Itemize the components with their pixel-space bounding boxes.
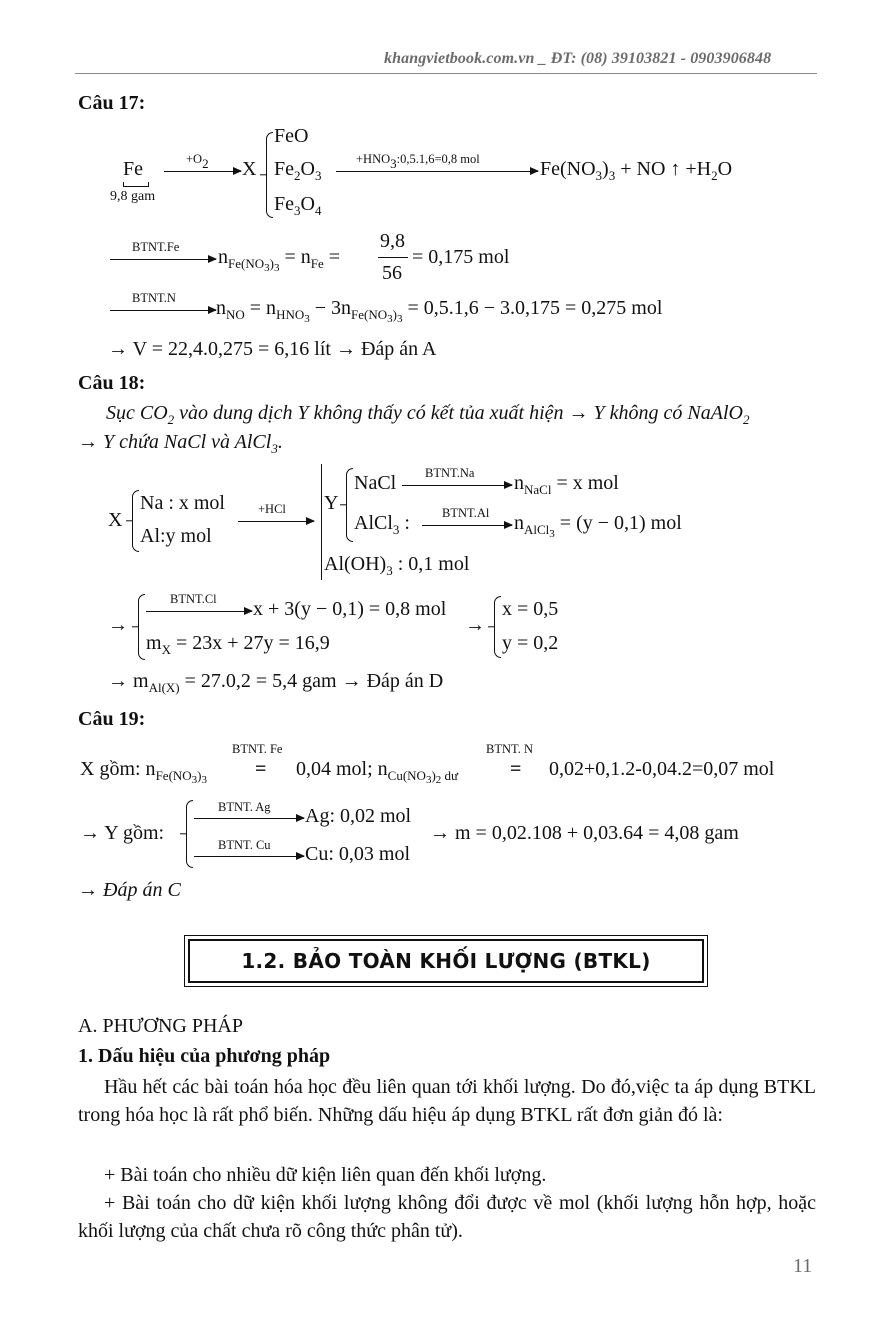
q19-answer: → Đáp án C (78, 879, 181, 901)
q19-brace (186, 800, 193, 868)
q17-arrow2 (336, 171, 538, 172)
q18-sol-arrow-icon: → (465, 614, 485, 636)
q19-cu-label: BTNT. Cu (218, 838, 271, 852)
q18-alcl3: AlCl$_3$ : (354, 512, 410, 537)
q19-eq1: = (255, 758, 267, 780)
q18-divider (321, 464, 322, 580)
q18-x-brace (132, 490, 139, 552)
q18-x: X (108, 509, 123, 531)
q19-mass: → m = 0,02.108 + 0,03.64 = 4,08 gam (430, 822, 739, 844)
q18-alcl3-label: BTNT.Al (442, 506, 490, 520)
q18-arrow-label: +HCl (258, 502, 286, 516)
q18-sol-brace (494, 596, 501, 658)
q19-val1: 0,04 mol; $n_{Cu(NO_3)_2 dư}$ (296, 758, 459, 786)
q18-sys-label: BTNT.Cl (170, 592, 217, 606)
q17-line2-eq: $n_{NO} = n_{HNO_3} - 3n_{Fe(NO_3)_3} = 0,5.1,6 - 3.0,175 = 0,275$ mol (216, 297, 663, 325)
q19-title: Câu 19: (78, 708, 146, 730)
q17-line1-lhs: $n_{Fe(NO_3)_3} = n_{Fe}$ = (218, 246, 341, 274)
method-subheading: 1. Dấu hiệu của phương pháp (78, 1045, 331, 1067)
method-heading: A. PHƯƠNG PHÁP (78, 1015, 243, 1037)
q17-fe-mass: 9,8 gam (110, 189, 156, 204)
q18-arrow (238, 521, 314, 522)
q17-line2-arrow (110, 310, 216, 311)
q17-line2-label: BTNT.N (132, 291, 176, 305)
q18-sys-arrow-icon: → (108, 614, 128, 636)
q18-final: → $m_{Al(X)} = 27.0,2 = 5,4$ gam → Đáp án D (108, 670, 444, 695)
q19-cu: Cu: 0,03 mol (305, 843, 411, 865)
q19-eq2: = (510, 758, 522, 780)
q18-sys-eq1: x + 3(y − 0,1) = 0,8 mol (253, 598, 447, 620)
q17-title: Câu 17: (78, 92, 146, 114)
q19-label-fe: BTNT. Fe (232, 742, 283, 756)
q17-line1-frac-num: 9,8 (380, 230, 405, 252)
q17-arrow2-label: $+HNO_3:0,5.1,6=0,8$ mol (356, 152, 480, 171)
q18-alcl3-result: $n_{AlCl_3} = (y - 0,1)$ mol (514, 512, 682, 540)
q17-line1-label: BTNT.Fe (132, 240, 180, 254)
q17-line1-arrow (110, 259, 216, 260)
q17-line1-frac-den: 56 (382, 262, 402, 284)
q17-fe: Fe (123, 158, 143, 180)
q17-x: X (242, 158, 257, 180)
q18-sys-eq2: $m_X = 23x + 27y = 16,9$ (146, 632, 330, 657)
q17-brace (266, 132, 273, 218)
q17-underbrace (123, 182, 149, 187)
q18-alcl3-arrow (422, 525, 512, 526)
q19-y-gom: → Y gồm: (80, 822, 165, 844)
section-title-box (184, 935, 708, 987)
q18-sys-arrow (146, 611, 252, 612)
q17-frac-bar (378, 257, 408, 258)
q18-intro1: Sục $CO_2$ vào dung dịch Y không thấy có kết tủa xuất hiện → Y không có NaAlO$_2$ (106, 402, 750, 427)
q19-x-gom: X gồm: $n_{Fe(NO_3)_3}$ (80, 758, 208, 786)
q19-cu-arrow (194, 856, 304, 857)
q17-line1-result: = 0,175 mol (412, 246, 510, 268)
q18-nacl-label: BTNT.Na (425, 466, 475, 480)
q19-val2: 0,02+0,1.2-0,04.2=0,07 mol (549, 758, 775, 780)
q18-title: Câu 18: (78, 372, 146, 394)
q18-y-brace (346, 468, 353, 542)
q18-x-al: Al:y mol (140, 525, 212, 547)
q17-arrow1 (164, 171, 241, 172)
q17-oxide-feo: FeO (274, 125, 309, 147)
method-bullet-1: + Bài toán cho nhiều dữ kiện liên quan đến khối lượng. (104, 1164, 547, 1186)
q19-ag-label: BTNT. Ag (218, 800, 271, 814)
q18-sys-brace (138, 594, 145, 660)
q19-ag: Ag: 0,02 mol (305, 805, 412, 827)
q18-sol-x: x = 0,5 (502, 598, 559, 620)
q18-nacl-result: $n_{NaCl} = x$ mol (514, 472, 619, 497)
q18-aloh3: $Al(OH)_3$ : 0,1 mol (324, 553, 470, 578)
q17-arrow1-label: $+O_2$ (186, 152, 209, 171)
method-paragraph: Hầu hết các bài toán hóa học đều liên quan tới khối lượng. Do đó,việc ta áp dụng BTKL trong hóa học là rất phổ biến. Những dấu hiệu áp dụng BTKL rất đơn giản đó là: (78, 1076, 816, 1126)
q19-ag-arrow (194, 818, 304, 819)
q18-nacl: NaCl (354, 472, 397, 494)
method-bullet-2: + Bài toán cho dữ kiện khối lượng không đổi được về mol (khối lượng hỗn hợp, hoặc khối lượng của chất chưa rõ công thức phân tử). (78, 1192, 816, 1242)
q17-products: $Fe(NO_3)_3$ + NO ↑ $+H_2O$ (540, 158, 733, 183)
page-header-site: khangvietbook.com.vn _ ĐT: (08) 39103821 - 0903906848 (384, 50, 772, 67)
section-title: 1.2. BẢO TOÀN KHỐI LƯỢNG (BTKL) (241, 949, 651, 973)
q17-oxide-fe3o4: $Fe_3O_4$ (274, 193, 322, 218)
q17-line3: → V = 22,4.0,275 = 6,16 lít → Đáp án A (108, 338, 437, 360)
q18-intro2: → Y chứa NaCl và AlCl$_3$. (78, 431, 283, 456)
q18-nacl-arrow (402, 485, 512, 486)
header-divider (75, 73, 817, 74)
q18-x-na: Na : x mol (140, 492, 225, 514)
page-number: 11 (793, 1255, 813, 1277)
q18-sol-y: y = 0,2 (502, 632, 559, 654)
q17-oxide-fe2o3: $Fe_2O_3$ (274, 158, 322, 183)
q18-y: Y (324, 492, 339, 514)
q19-label-n: BTNT. N (486, 742, 533, 756)
